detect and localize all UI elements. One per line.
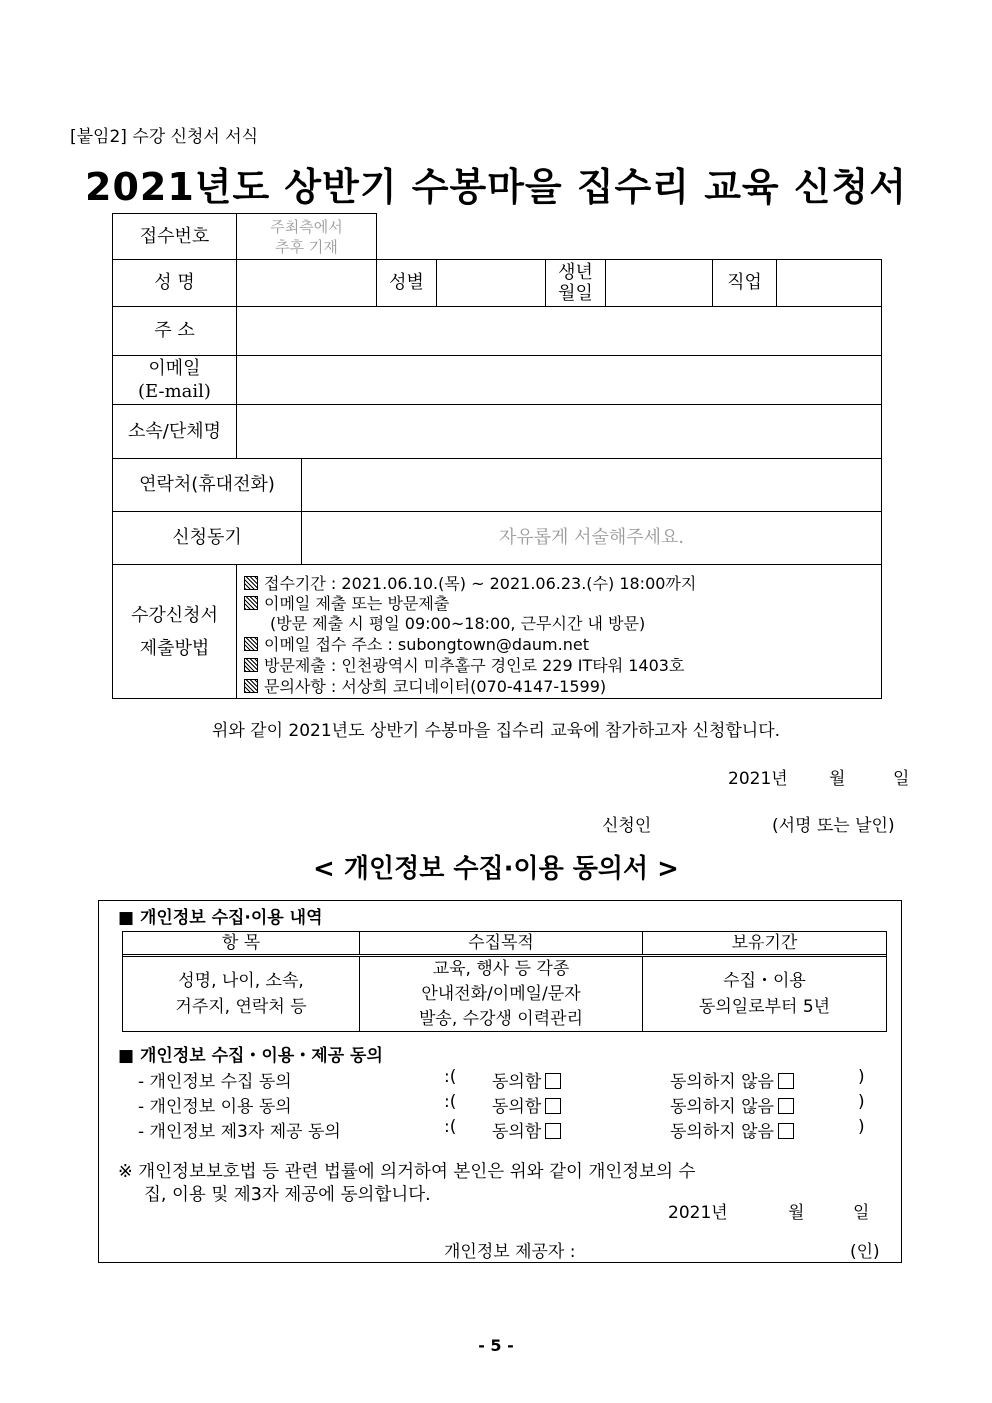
disagree-option[interactable]	[670, 1092, 794, 1117]
motive-placeholder: 자유롭게 서술해주세요.	[498, 527, 685, 548]
method-label	[112, 564, 237, 699]
org-label: 소속/단체명	[112, 404, 237, 459]
birth-label-line: 생년	[558, 262, 593, 283]
method-label-line: 제출방법	[139, 637, 210, 659]
agree-option[interactable]	[492, 1117, 561, 1142]
name-field[interactable]	[236, 259, 377, 307]
gender-label: 성별	[376, 259, 437, 307]
section-heading: ■ 개인정보 수집・이용・제공 동의	[118, 1046, 383, 1066]
cell-line: 동의일로부터 5년	[698, 997, 831, 1017]
birth-label	[545, 259, 606, 307]
agree-checkbox[interactable]	[545, 1073, 561, 1089]
consent-row-open: :(	[444, 1067, 457, 1087]
job-label: 직업	[712, 259, 777, 307]
table-header: 수집목적	[359, 932, 642, 954]
cell-line: 수집・이용	[723, 971, 806, 991]
hatched-box-icon	[244, 576, 258, 590]
contact-label: 연락처(휴대전화)	[112, 458, 302, 512]
email-label-line: 이메일	[148, 358, 201, 379]
consent-row-close: )	[858, 1092, 865, 1112]
consent-row-close: )	[858, 1067, 865, 1087]
attachment-label: [붙임2] 수강 신청서 서식	[70, 127, 259, 147]
agree-checkbox[interactable]	[545, 1123, 561, 1139]
receipt-no-note-line: 추후 기재	[275, 237, 338, 256]
org-field[interactable]	[236, 404, 882, 459]
section-heading: ■ 개인정보 수집·이용 내역	[118, 908, 323, 928]
date-month: 월	[829, 769, 846, 789]
consent-date-year: 2021년	[668, 1203, 728, 1223]
cell-line: 성명, 나이, 소속,	[178, 971, 304, 991]
disagree-label: 동의하지 않음	[670, 1122, 774, 1142]
table-header: 항 목	[221, 933, 261, 953]
date-day: 일	[893, 769, 910, 789]
consent-title: < 개인정보 수집·이용 동의서 >	[313, 854, 679, 884]
page-number: - 5 -	[478, 1336, 514, 1355]
motive-field[interactable]	[301, 511, 882, 565]
consent-row-label: - 개인정보 수집 동의	[138, 1072, 292, 1092]
date-year: 2021년	[728, 769, 788, 789]
agree-option[interactable]	[492, 1092, 561, 1117]
email-field[interactable]	[236, 355, 882, 405]
disagree-option[interactable]	[670, 1067, 794, 1092]
method-line: 이메일 접수 주소 : subongtown@daum.net	[244, 632, 589, 655]
email-label-line: (E-mail)	[138, 381, 211, 402]
address-label: 주 소	[112, 306, 237, 356]
agree-label: 동의함	[492, 1072, 542, 1092]
disagree-label: 동의하지 않음	[670, 1072, 774, 1092]
receipt-no-note	[236, 213, 377, 260]
disagree-checkbox[interactable]	[778, 1073, 794, 1089]
consent-date-month: 월	[788, 1203, 805, 1223]
birth-label-line: 월일	[558, 283, 593, 304]
job-field[interactable]	[776, 259, 882, 307]
consent-table	[122, 931, 887, 1032]
consent-row-open: :(	[444, 1117, 457, 1137]
method-label-line: 수강신청서	[131, 604, 218, 626]
consent-row-open: :(	[444, 1092, 457, 1112]
method-line: (방문 제출 시 평일 09:00~18:00, 근무시간 내 방문)	[270, 614, 646, 633]
hatched-box-icon	[244, 679, 258, 693]
receipt-no-note-line: 주최측에서	[270, 217, 343, 236]
table-header: 보유기간	[642, 932, 886, 954]
agree-label: 동의함	[492, 1122, 542, 1142]
cell-line: 발송, 수강생 이력관리	[418, 1008, 583, 1029]
motive-label: 신청동기	[112, 511, 302, 565]
name-label: 성 명	[112, 259, 237, 307]
method-line: 방문제출 : 인천광역시 미추홀구 경인로 229 IT타워 1403호	[244, 653, 684, 676]
hatched-box-icon	[244, 658, 258, 672]
email-label	[112, 355, 237, 405]
hatched-box-icon	[244, 637, 258, 651]
cell-line: 거주지, 연락처 등	[175, 997, 307, 1017]
method-line: 접수기간 : 2021.06.10.(목) ~ 2021.06.23.(수) 18:00까지	[244, 571, 696, 594]
signature-label: (서명 또는 날인)	[772, 816, 895, 836]
birth-field[interactable]	[605, 259, 713, 307]
method-line: 이메일 제출 또는 방문제출	[244, 591, 449, 614]
agree-checkbox[interactable]	[545, 1098, 561, 1114]
agree-label: 동의함	[492, 1097, 542, 1117]
cell-line: 안내전화/이메일/문자	[421, 983, 581, 1004]
disagree-option[interactable]	[670, 1117, 794, 1142]
table-cell-purpose	[359, 957, 642, 1031]
seal-label: (인)	[850, 1242, 880, 1262]
applicant-label: 신청인	[602, 816, 652, 836]
address-field[interactable]	[236, 306, 882, 356]
consent-row-label: - 개인정보 제3자 제공 동의	[138, 1122, 341, 1142]
contact-field[interactable]	[301, 458, 882, 512]
provider-label: 개인정보 제공자 :	[444, 1242, 576, 1262]
receipt-no-label: 접수번호	[112, 213, 237, 260]
table-cell-period	[642, 957, 886, 1031]
gender-field[interactable]	[436, 259, 546, 307]
consent-date-day: 일	[853, 1203, 870, 1223]
consent-notice-line: ※ 개인정보보호법 등 관련 법률에 의거하여 본인은 위와 같이 개인정보의 수	[118, 1162, 696, 1182]
disagree-checkbox[interactable]	[778, 1123, 794, 1139]
cell-line: 교육, 행사 등 각종	[432, 958, 570, 979]
application-statement: 위와 같이 2021년도 상반기 수봉마을 집수리 교육에 참가하고자 신청합니다.	[211, 721, 781, 741]
hatched-box-icon	[244, 596, 258, 610]
method-line: 문의사항 : 서상희 코디네이터(070-4147-1599)	[244, 674, 606, 697]
consent-row-close: )	[858, 1117, 865, 1137]
page-title: 2021년도 상반기 수봉마을 집수리 교육 신청서	[85, 165, 907, 209]
agree-option[interactable]	[492, 1067, 561, 1092]
table-cell-items	[123, 957, 359, 1031]
consent-notice-line: 집, 이용 및 제3자 제공에 동의합니다.	[144, 1185, 431, 1205]
consent-row-label: - 개인정보 이용 동의	[138, 1097, 292, 1117]
disagree-label: 동의하지 않음	[670, 1097, 774, 1117]
disagree-checkbox[interactable]	[778, 1098, 794, 1114]
